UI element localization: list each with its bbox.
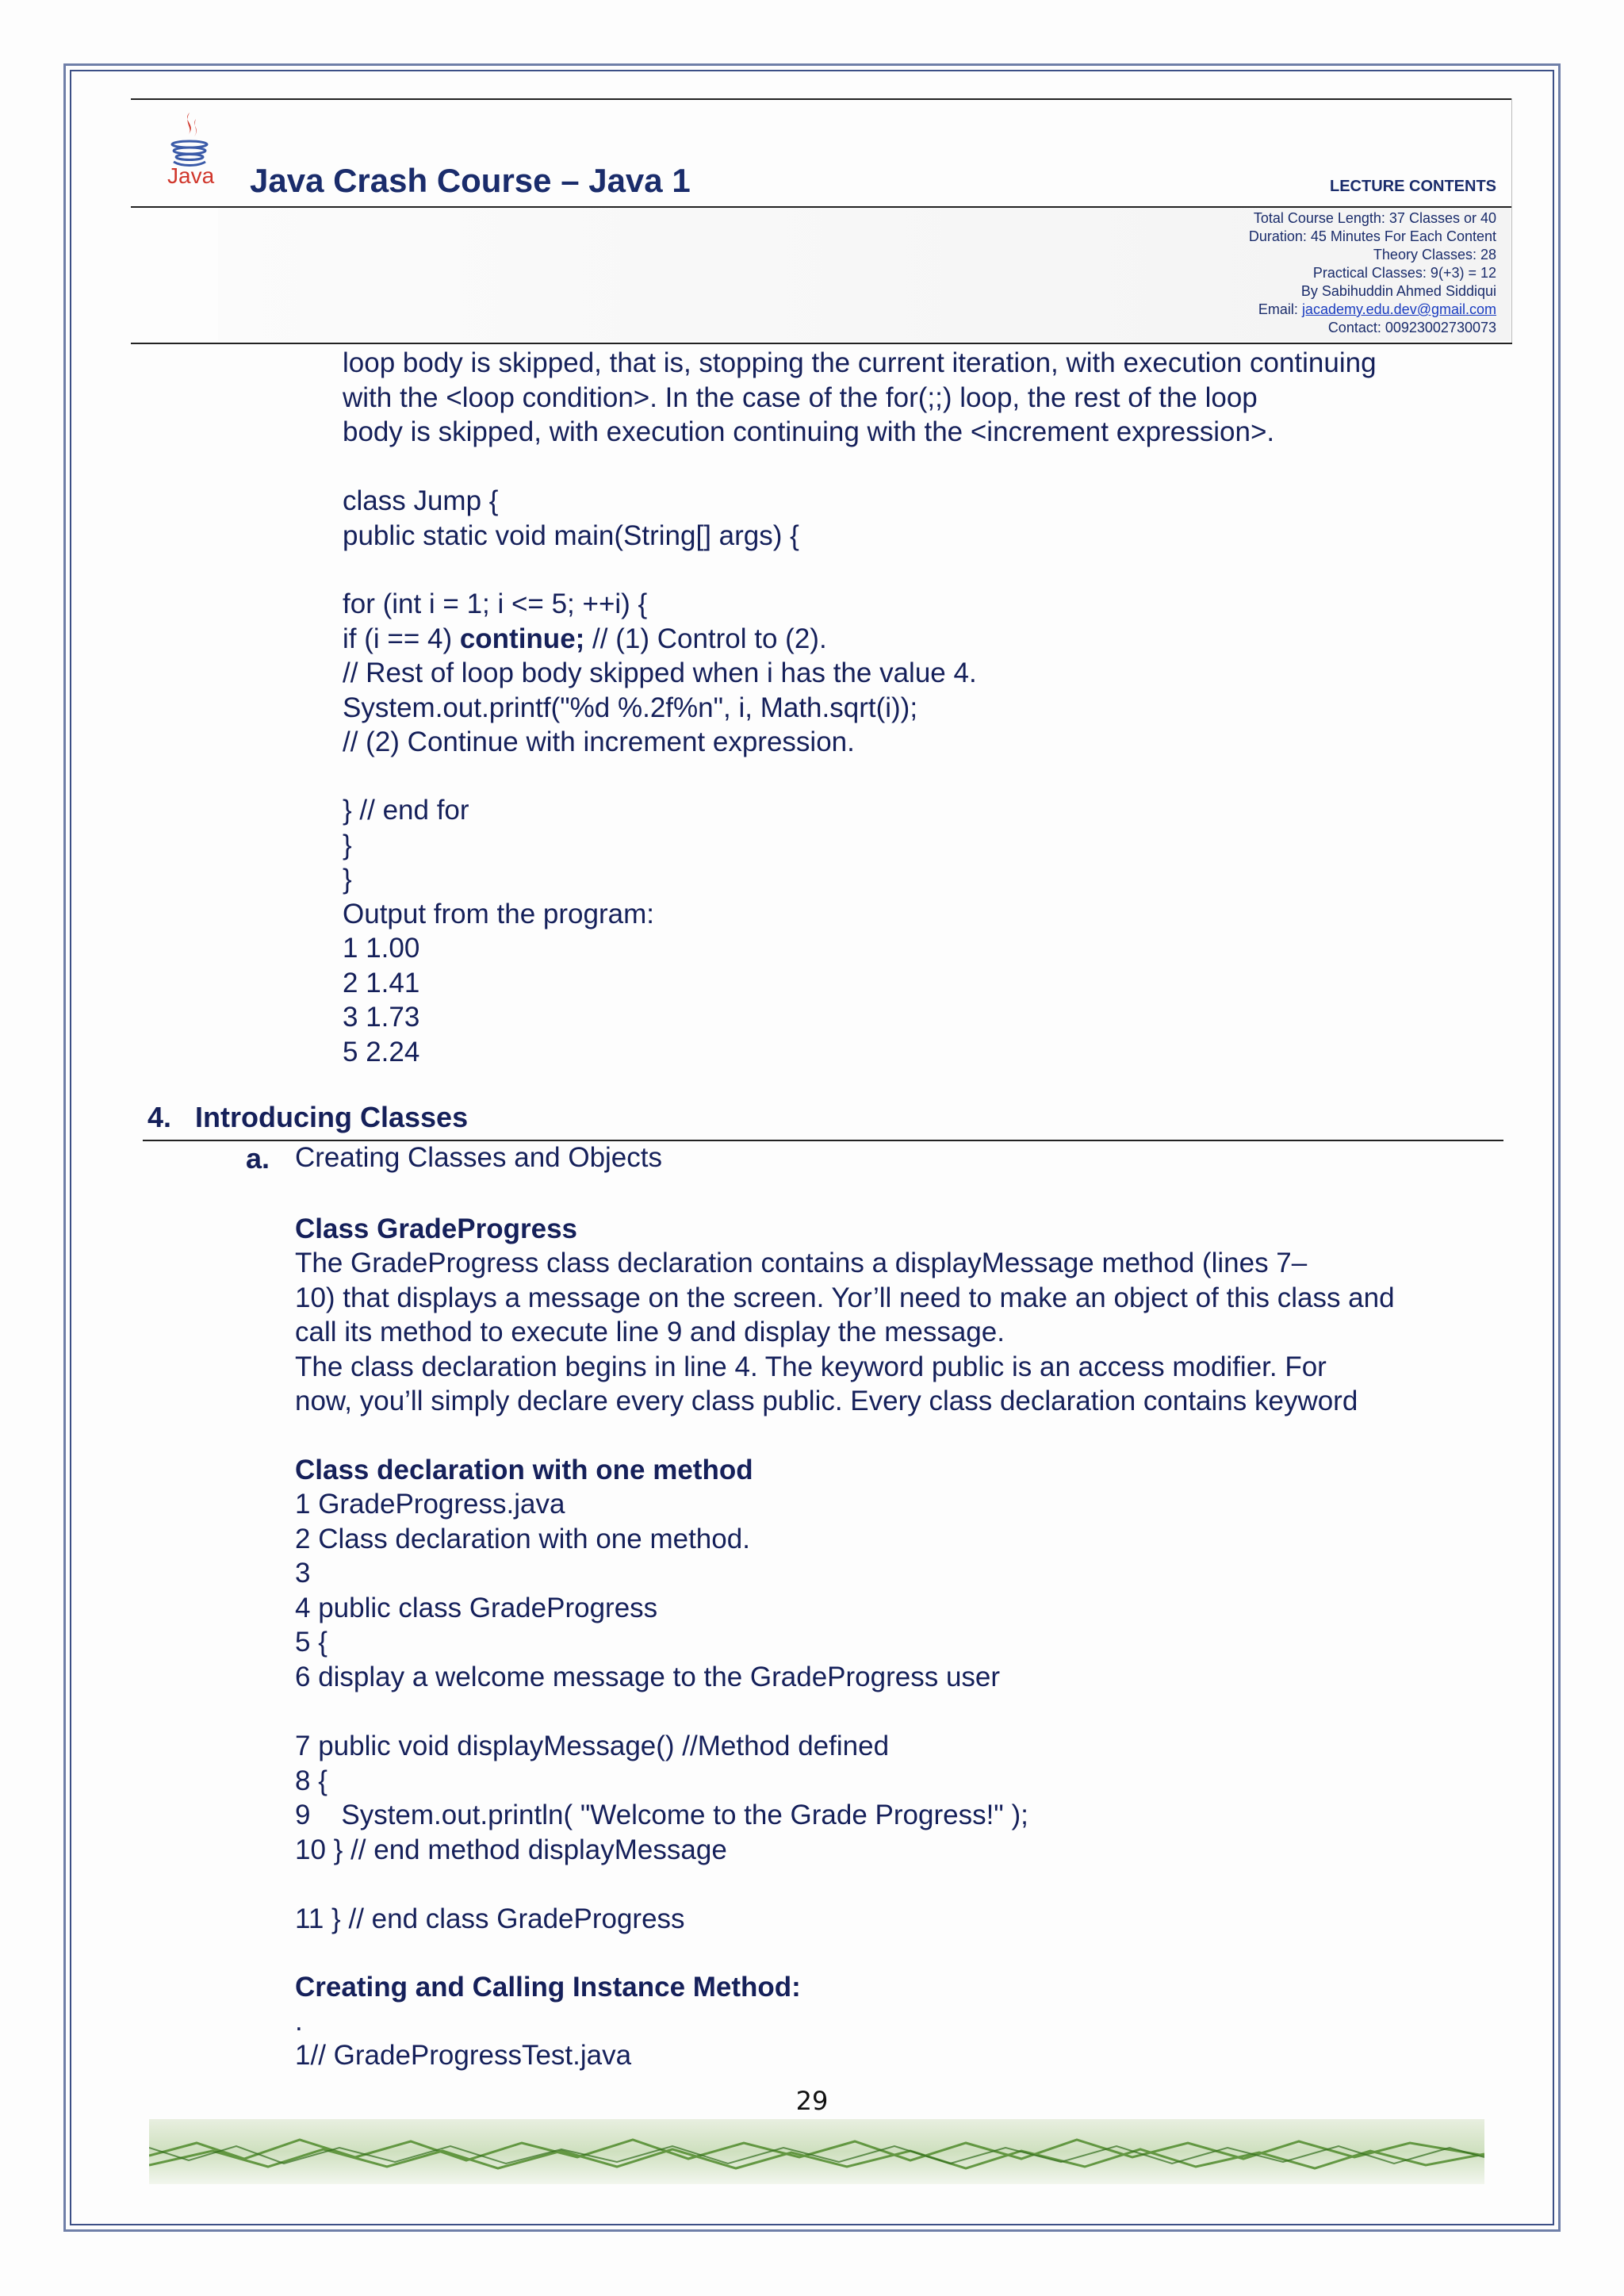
- code-line: 1 GradeProgress.java: [295, 1489, 565, 1520]
- class-paragraph: [295, 1246, 1395, 1419]
- declaration-heading: Class declaration with one method: [295, 1455, 753, 1485]
- code-line: 2 Class declaration with one method.: [295, 1523, 750, 1554]
- header-rule-bottom: [131, 343, 1512, 344]
- intro-line: body is skipped, with execution continuing with the <increment expression>.: [343, 416, 1275, 447]
- code-line: System.out.printf("%d %.2f%n", i, Math.sqrt(i));: [343, 692, 918, 723]
- code-line: 7 public void displayMessage() //Method defined: [295, 1731, 890, 1761]
- page-number: 29: [795, 2086, 829, 2116]
- code-line: }: [343, 829, 352, 861]
- subsection-marker: a.: [246, 1142, 270, 1175]
- code-line: } // end for: [343, 795, 469, 826]
- output-label: Output from the program:: [343, 898, 654, 930]
- code-line: 4 public class GradeProgress: [295, 1592, 658, 1623]
- code-line: public static void main(String[] args) {: [343, 519, 799, 551]
- last-code-line: 1// GradeProgressTest.java: [295, 2040, 632, 2071]
- code-fragment: if (i == 4): [343, 623, 460, 654]
- code-line: }: [343, 864, 352, 895]
- code-line: class Jump {: [343, 485, 499, 516]
- header-rule-top: [131, 98, 1512, 100]
- header-rule-right: [1511, 98, 1512, 343]
- output-line: 3 1.73: [343, 1002, 420, 1033]
- course-meta: [1249, 209, 1496, 337]
- course-title: Java Crash Course – Java 1: [250, 162, 691, 199]
- para-line: The class declaration begins in line 4. The keyword public is an access modifier. For: [295, 1351, 1327, 1382]
- subsection-title: Creating Classes and Objects: [295, 1142, 662, 1173]
- java-logo-text: Java: [167, 163, 215, 188]
- code-line: 3: [295, 1558, 311, 1589]
- meta-contact: Contact: 00923002730073: [1327, 320, 1496, 335]
- code-line: 6 display a welcome message to the GradeProgress user: [295, 1661, 1001, 1692]
- code-line: 9 System.out.println( "Welcome to the Grade Progress!" );: [295, 1800, 1028, 1830]
- code-line: 5 {: [295, 1627, 327, 1658]
- code-line: [343, 622, 977, 657]
- intro-line: loop body is skipped, that is, stopping the current iteration, with execution continuing: [343, 347, 1377, 378]
- code-fragment: // (1) Control to (2).: [584, 623, 827, 654]
- output-line: 5 2.24: [343, 1036, 420, 1068]
- para-line: call its method to execute line 9 and display the message.: [295, 1317, 1005, 1347]
- declaration-code: [295, 1487, 1000, 1694]
- dot-line: .: [295, 2006, 303, 2037]
- intro-paragraph: [343, 346, 1377, 450]
- jump-code-body: [343, 587, 977, 760]
- declaration-code-method: [295, 1729, 1028, 1867]
- meta-duration: Duration: 45 Minutes For Each Content: [1248, 228, 1496, 244]
- para-line: The GradeProgress class declaration contains a displayMessage method (lines 7–: [295, 1248, 1308, 1278]
- code-line: // Rest of loop body skipped when i has the value 4.: [343, 657, 977, 688]
- email-link[interactable]: jacademy.edu.dev@gmail.com: [1301, 301, 1496, 317]
- meta-theory: Theory Classes: 28: [1373, 247, 1496, 263]
- para-line: 10) that displays a message on the screen. Yor’ll need to make an object of this class and: [295, 1282, 1395, 1313]
- footer-grass-banner: [149, 2119, 1484, 2184]
- intro-line: with the <loop condition>. In the case of the for(;;) loop, the rest of the loop: [343, 381, 1258, 413]
- output-line: 1 1.00: [343, 933, 420, 964]
- meta-total: Total Course Length: 37 Classes or 40: [1253, 210, 1496, 226]
- declaration-end: 11 } // end class GradeProgress: [295, 1903, 685, 1934]
- code-line: // (2) Continue with increment expression.: [343, 726, 855, 757]
- meta-author: By Sabihuddin Ahmed Siddiqui: [1300, 283, 1496, 299]
- output-line: 2 1.41: [343, 967, 420, 999]
- section-title: 4. Introducing Classes: [147, 1101, 469, 1133]
- header-rule-middle: [131, 206, 1512, 208]
- calling-heading: Creating and Calling Instance Method:: [295, 1972, 801, 2003]
- meta-email-label: Email:: [1258, 301, 1302, 317]
- code-line: for (int i = 1; i <= 5; ++i) {: [343, 588, 648, 619]
- code-line: 8 {: [295, 1765, 327, 1796]
- continue-keyword: continue;: [459, 623, 585, 654]
- section-rule: [143, 1140, 1503, 1141]
- meta-email-line: [1249, 301, 1496, 319]
- jump-code-head: [343, 484, 799, 553]
- para-line: now, you’ll simply declare every class public. Every class declaration contains keyword: [295, 1386, 1358, 1416]
- code-line: 10 } // end method displayMessage: [295, 1834, 727, 1865]
- class-heading: Class GradeProgress: [295, 1213, 578, 1244]
- meta-practical: Practical Classes: 9(+3) = 12: [1312, 265, 1496, 281]
- lecture-contents-label: LECTURE CONTENTS: [1330, 178, 1496, 195]
- page-header: [131, 98, 1512, 344]
- jump-code-tail: [343, 793, 654, 1069]
